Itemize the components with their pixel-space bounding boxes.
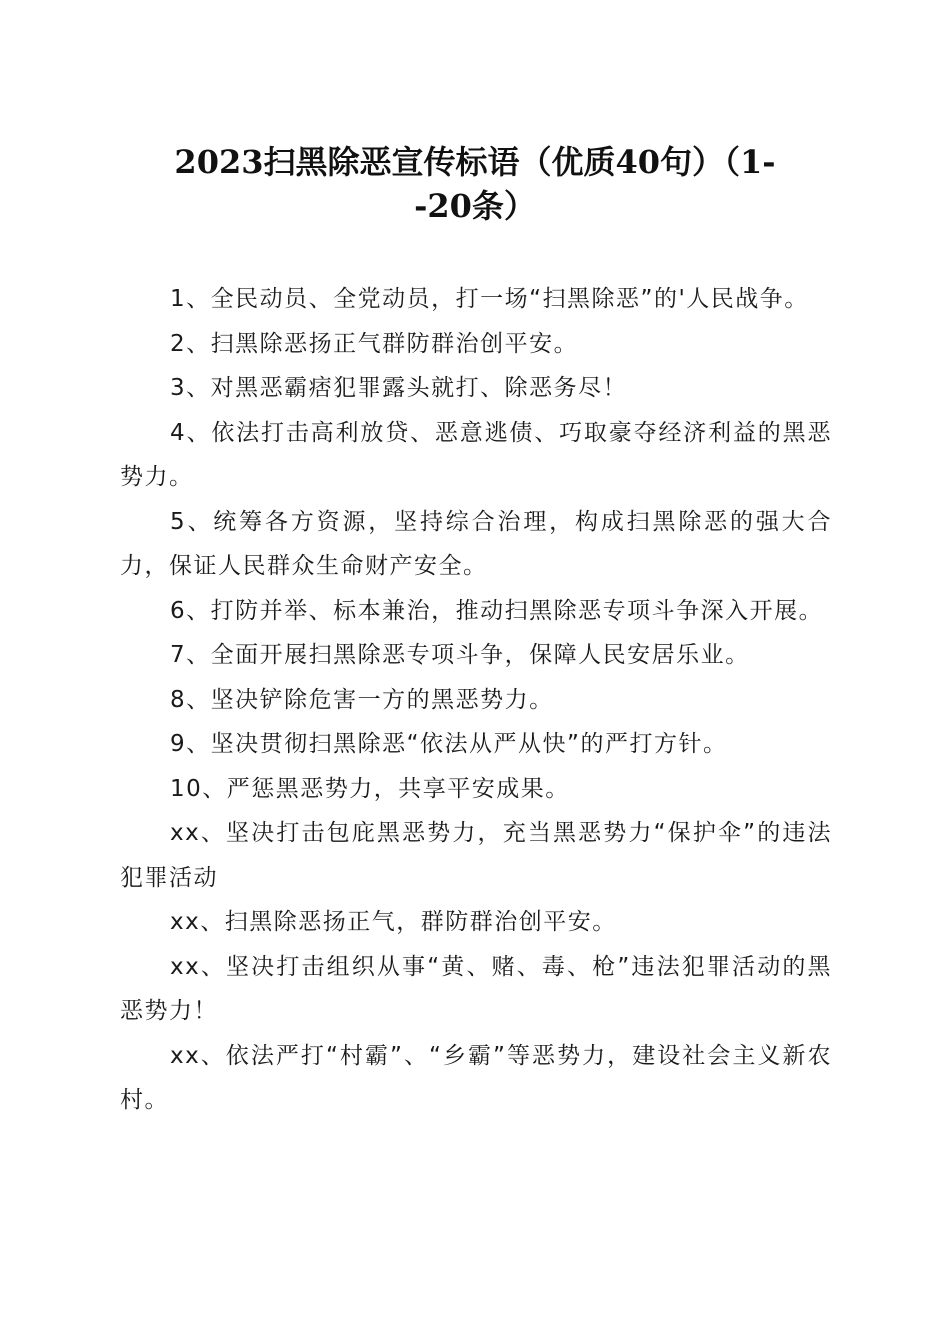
slogan-paragraph: 9、坚决贯彻扫黑除恶“依法从严从快”的严打方针。 bbox=[170, 731, 728, 757]
slogan-paragraph: 2、扫黑除恶扬正气群防群治创平安。 bbox=[170, 330, 579, 357]
slogan-paragraph: 8、坚决铲除危害一方的黑恶势力。 bbox=[170, 686, 554, 713]
title-line-1: 2023扫黑除恶宣传标语（优质40句）（1- bbox=[174, 143, 776, 181]
slogan-paragraph: xx、扫黑除恶扬正气，群防群治创平安。 bbox=[170, 909, 617, 935]
title-line-2: -20条） bbox=[414, 187, 536, 225]
slogan-paragraph: 3、对黑恶霸痞犯罪露头就打、除恶务尽！ bbox=[170, 375, 628, 401]
slogan-paragraph: 4、依法打击高利放贷、恶意逃债、巧取豪夺经济利益的黑恶势力。 bbox=[120, 419, 832, 490]
slogan-paragraph: 7、全面开展扫黑除恶专项斗争，保障人民安居乐业。 bbox=[170, 642, 750, 668]
slogan-paragraph: xx、坚决打击组织从事“黄、赌、毒、枪”违法犯罪活动的黑恶势力！ bbox=[120, 953, 832, 1024]
slogan-list bbox=[120, 277, 832, 1123]
slogan-paragraph: 5、统筹各方资源，坚持综合治理，构成扫黑除恶的强大合力，保证人民群众生命财产安全。 bbox=[120, 508, 832, 579]
slogan-paragraph: 6、打防并举、标本兼治，推动扫黑除恶专项斗争深入开展。 bbox=[170, 597, 824, 624]
slogan-paragraph: xx、坚决打击包庇黑恶势力，充当黑恶势力“保护伞”的违法犯罪活动 bbox=[120, 820, 832, 891]
slogan-paragraph: xx、依法严打“村霸”、“乡霸”等恶势力，建设社会主义新农村。 bbox=[120, 1042, 832, 1113]
slogan-paragraph: 1、全民动员、全党动员，打一场“扫黑除恶”的'人民战争。 bbox=[170, 286, 809, 312]
page-title bbox=[120, 140, 830, 228]
slogan-paragraph: 10、严惩黑恶势力，共享平安成果。 bbox=[170, 775, 570, 802]
